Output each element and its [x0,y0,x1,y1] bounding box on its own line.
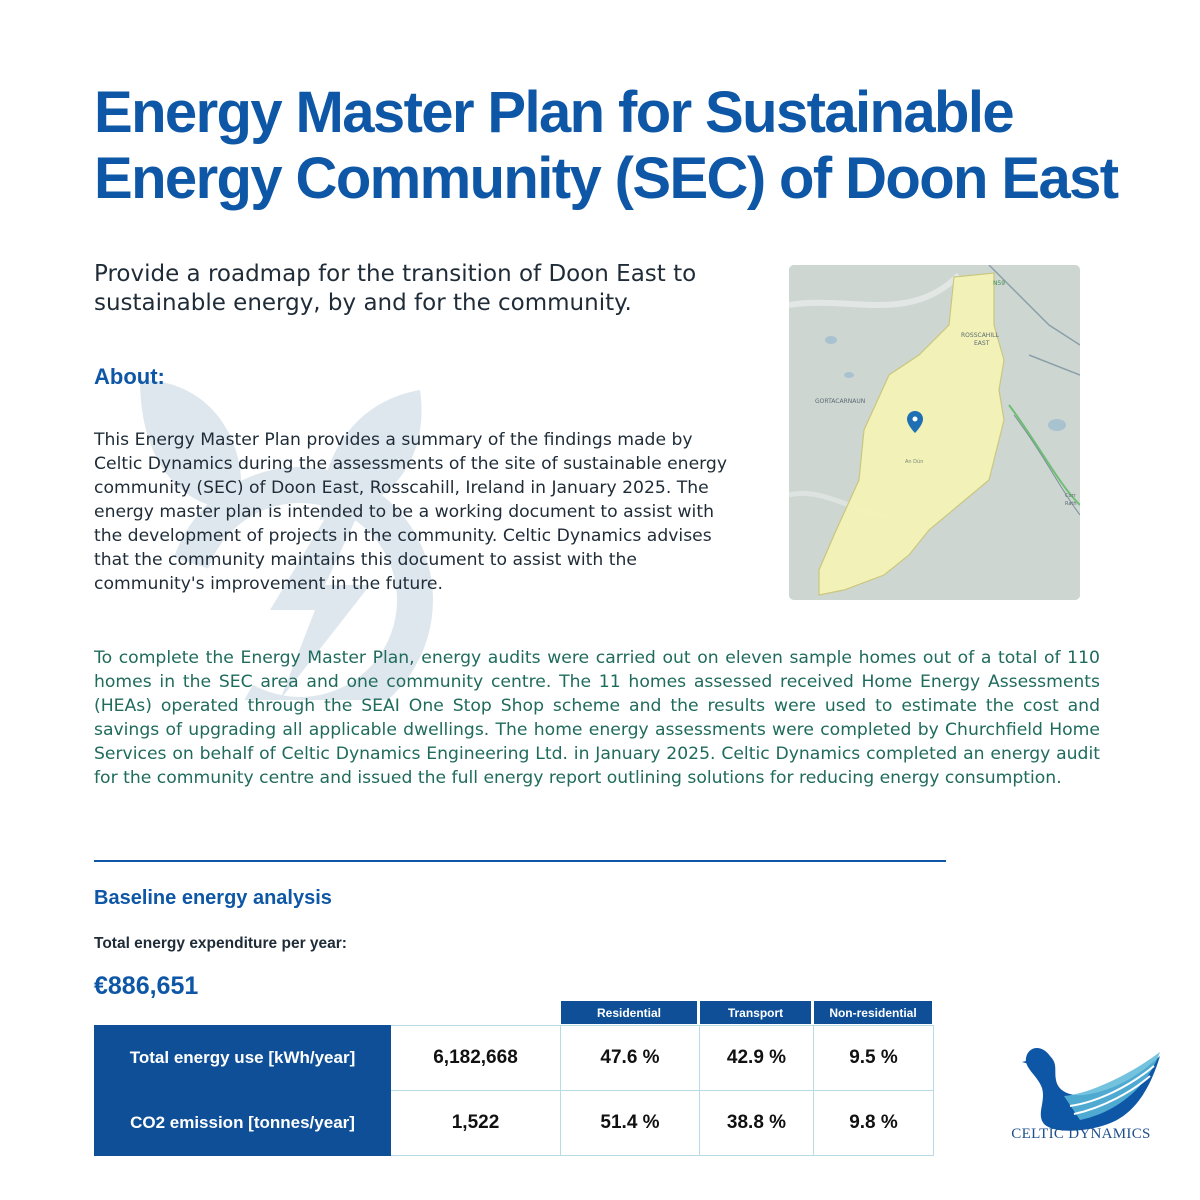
audit-text: To complete the Energy Master Plan, energy audits were carried out on eleven sample homes out of a total of 110 homes in the SEC area and one community centre. The 11 homes assessed received Home Energy Assessments (HEAs) operated through the SEAI One Stop Shop scheme and the results were used to estimate the cost and savings of upgrading all applicable dwellings. The home energy assessments were completed by Churchfield Home Services on behalf of Celtic Dynamics Engineering Ltd. in January 2025. Celtic Dynamics completed an energy audit for the community centre and issued the full energy report outlining solutions for reducing energy consumption. [94,648,1100,788]
row-total: 6,182,668 [391,1026,561,1091]
map-label-corr: Corr [1065,493,1076,499]
column-header-transport: Transport [700,1001,811,1024]
about-heading: About: [94,364,165,389]
column-header-residential: Residential [561,1001,697,1024]
row-non-residential: 9.5 % [814,1026,934,1091]
about-text: This Energy Master Plan provides a summary of the findings made by Celtic Dynamics during the assessments of the site of sustainable energy community (SEC) of Doon East, Rosscahill, Ireland in January 2025. The energy master plan is intended to be a working document to assist with the development of projects in the community. Celtic Dynamics advises that the community maintains this document to assist with the community's improvement in the future. [94,430,727,594]
expenditure-value: €886,651 [94,972,199,1000]
row-total: 1,522 [391,1091,561,1156]
row-transport: 38.8 % [700,1091,814,1156]
map-label-rosscahill-east: EAST [974,340,990,347]
row-label: CO2 emission [tonnes/year] [95,1091,391,1156]
map-label-road: N59 [993,280,1006,287]
table-row [95,1091,934,1156]
column-header-non-residential: Non-residential [814,1001,932,1024]
row-label: Total energy use [kWh/year] [95,1026,391,1091]
brand-name: CELTIC DYNAMICS [1011,1126,1151,1142]
baseline-energy-table [94,1025,934,1156]
row-non-residential: 9.8 % [814,1091,934,1156]
row-residential: 47.6 % [561,1026,700,1091]
map-label-rosscahill: ROSSCAHILL [961,332,999,339]
map-label-rath: Rath [1065,501,1077,507]
section-divider [94,860,946,862]
row-transport: 42.9 % [700,1026,814,1091]
area-map[interactable] [789,265,1080,600]
page-title: Energy Master Plan for Sustainable Energy Community (SEC) of Doon East [94,80,1118,211]
expenditure-label: Total energy expenditure per year: [94,935,347,952]
map-label-gortacarnaun: GORTACARNAUN [815,398,866,405]
table-row [95,1026,934,1091]
row-residential: 51.4 % [561,1091,700,1156]
map-label-an-dun: An Dún [905,459,924,465]
subtitle: Provide a roadmap for the transition of Doon East to sustainable energy, by and for the community. [94,261,697,316]
baseline-heading: Baseline energy analysis [94,887,332,909]
